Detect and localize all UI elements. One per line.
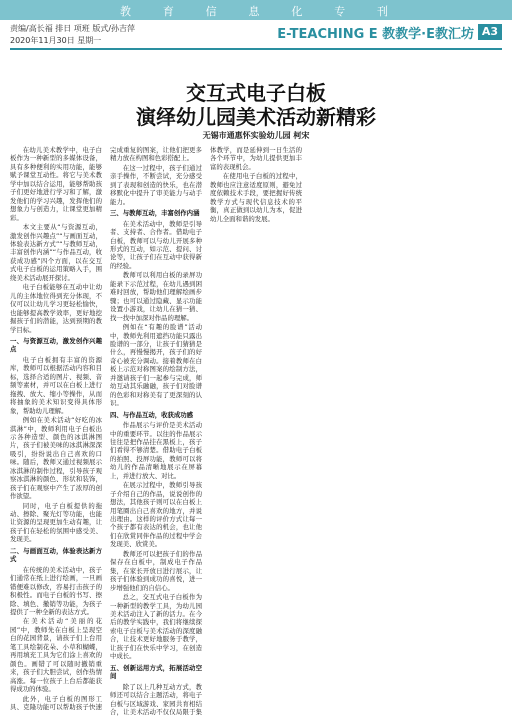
masthead-char: 育 <box>162 5 176 18</box>
article-paragraph: 在使用电子白板的过程中，教师也应注意适度原则，避免过度依赖技术手段，要把握好传统教学方式与现代信息技术的平衡，真正做到以幼儿为本，促进幼儿全面和谐的发展。 <box>210 172 302 223</box>
masthead-title <box>120 3 390 19</box>
article-paragraph: 总之，交互式电子白板作为一种新型的教学工具，为幼儿园美术活动注入了新的活力。在今后的教学实践中，我们将继续探索电子白板与美术活动的深度融合，让技术更好地服务于教学，让孩子们在快乐中学习，在创造中成长。 <box>110 593 202 661</box>
article-paragraph: 电子白板能够在互动中让幼儿的主体地位得到充分体现，不仅可以让幼儿学习更轻松愉快，也能够提高教学效率，更好地挖掘孩子们的潜能，达到预期的教学目标。 <box>10 283 102 334</box>
article-subheading: 三、与教师互动，丰富创作内涵 <box>110 209 200 218</box>
masthead-char: 信 <box>205 5 219 18</box>
article-byline: 无锡市通惠怀实验幼儿园 柯宋 <box>202 131 310 140</box>
article-paragraph: 电子白板拥有丰富的资源库，教师可以根据活动内容和目标，选择合适的图片、视频、音频等素材，并可以在白板上进行拖拽、放大、缩小等操作，从而将抽象的美术知识变得具体形象，帮助幼儿理解。 <box>10 355 102 415</box>
article-paragraph: 例如在美术活动“好吃的冰淇淋”中，教师利用电子白板出示各种造型、颜色的冰淇淋图片，孩子们被美味的冰淇淋深深吸引，纷纷说出自己喜欢的口味。随后，教师又通过视频展示冰淇淋的制作过程，引导孩子观察冰淇淋的颜色、形状和装饰，孩子们在观察中产生了浓厚的创作欲望。 <box>10 416 102 501</box>
article-paragraph: 教师还可以把孩子们的作品保存在白板中，制成电子作品集，在家长开放日进行展示，让孩子们体验到成功的喜悦，进一步增强他们的自信心。 <box>110 549 202 592</box>
article-paragraph: 教师可以利用白板的录屏功能录下示范过程，在幼儿遇到困难时回放，帮助他们理解绘画步骤；也可以通过隐藏、显示功能设置小游戏，让幼儿在猜一猜、找一找中加深对作品的理解。 <box>110 271 202 322</box>
article-paragraph: 此外，电子白板的图形工具、克隆功能可以帮助孩子快速完成重复的图案，让他们把更多精力放在构图和色彩搭配上。 <box>10 146 202 711</box>
article-paragraph: 在展示过程中，教师引导孩子介绍自己的作品，说说创作的想法，其他孩子则可以在白板上用笔圈出自己喜欢的地方，并说出理由。这样的评价方式让每一个孩子都有表达的机会，也让他们在欣赏同伴作品的过程中学会发现美、欣赏美。 <box>110 481 202 549</box>
page-number-badge: A3 <box>478 24 502 40</box>
article-paragraph: 在美术活动中，教师是引导者、支持者、合作者。借助电子白板，教师可以与幼儿开展多种形式的互动，如示范、提问、讨论等，让孩子们在互动中获得新的经验。 <box>110 219 202 270</box>
article-paragraph: 在这一过程中，孩子们通过亲手操作，不断尝试，充分感受到了表现和创造的快乐，也在潜移默化中提升了审美能力与动手能力。 <box>110 163 202 206</box>
article-paragraph: 同时，电子白板提供的拖动、擦除、聚光灯等功能，也能让资源的呈现更加生动有趣，让孩子们在轻松的氛围中感受美、发现美。 <box>10 501 102 544</box>
masthead-char: 教 <box>120 5 133 18</box>
article-paragraph: 作品展示与评价是美术活动中的重要环节。以往的作品展示往往是把作品挂在黑板上，孩子们看得不够清楚。借助电子白板的拍照、投屏功能，教师可以将幼儿的作品清晰地展示在屏幕上，并进行放大、对比。 <box>110 421 202 480</box>
article-paragraph: 例如在“有趣的脸谱”活动中，教师先利用遮挡功能只露出脸谱的一部分，让孩子们猜猜是什么，再慢慢揭开，孩子们的好奇心被充分调动。接着教师在白板上示范对称图案的绘制方法，并邀请孩子们一起参与完成，师幼互动其乐融融，孩子们对脸谱的色彩和对称美有了更深刻的认识。 <box>110 323 202 408</box>
masthead-char: 专 <box>334 5 348 18</box>
article-subheading: 一、与资源互动，激发创作兴趣点 <box>10 336 102 354</box>
issue-date: 2020年11月30日 星期一 <box>10 36 102 45</box>
header-bar <box>0 0 512 20</box>
section-title: E-TEACHING E 教教学·E教汇坊 <box>277 27 474 42</box>
masthead-char: 刊 <box>376 5 390 18</box>
masthead-char: 化 <box>291 5 305 18</box>
masthead-char: 息 <box>248 5 262 18</box>
article-title-line2: 演绎幼儿园美术活动新精彩 <box>136 105 376 129</box>
article-paragraph: 除了以上几种互动方式，教师还可以结合主题活动，将电子白板与区域游戏、家园共育相结合，让美术活动不仅仅局限于集体教学，而是延伸到一日生活的各个环节中，为幼儿提供更加丰富的表现机会。 <box>110 146 302 716</box>
article-paragraph: 在幼儿美术教学中，电子白板作为一种新型的多媒体设备，具有多种便利的实用功能，能够赋予课堂互动性。将它与美术教学中加以结合运用，能够帮助孩子们更好地进行学习和了解，激发他们的学习兴趣，发挥他们的想象力与创造力，让课堂更加精彩。 <box>10 146 102 222</box>
editor-credits: 责编/高长福 排日 项班 版式/孙吉萍 <box>10 24 136 33</box>
article-subheading: 四、与作品互动，收获成功感 <box>110 410 194 419</box>
article-paragraph: 在传统的美术活动中，孩子们通常在纸上进行绘画，一旦画错便难以修改，容易打击孩子的积极性。而电子白板的书写、擦除、填色、撤销等功能，为孩子提供了一种全新的表达方式。 <box>10 565 102 617</box>
article-subheading: 五、创新运用方式，拓展活动空间 <box>110 663 202 681</box>
article-paragraph: 在美术活动“美丽的花园”中，教师先在白板上呈现空白的花园背景，请孩子们上台用笔工具绘制花朵、小草和蝴蝶，再用填充工具为它们涂上喜欢的颜色。画错了可以随时撤销重来，孩子们大胆尝试，创作热情高涨。每一位孩子上台后都能获得成功的体验。 <box>10 617 102 694</box>
article-body <box>10 146 502 721</box>
article-paragraph: 本文主要从“与资源互动，激发创作兴趣点”“与画面互动，体验表达新方式”“与教师互动，丰富创作内涵”“与作品互动，收获成功感”四个方面，以在交互式电子白板的运用策略入手，围绕美术活动展开探讨。 <box>10 223 102 282</box>
article-subheading: 二、与画面互动，体验表达新方式 <box>10 546 102 564</box>
article-title-line1: 交互式电子白板 <box>186 81 326 105</box>
header-divider <box>10 48 502 50</box>
